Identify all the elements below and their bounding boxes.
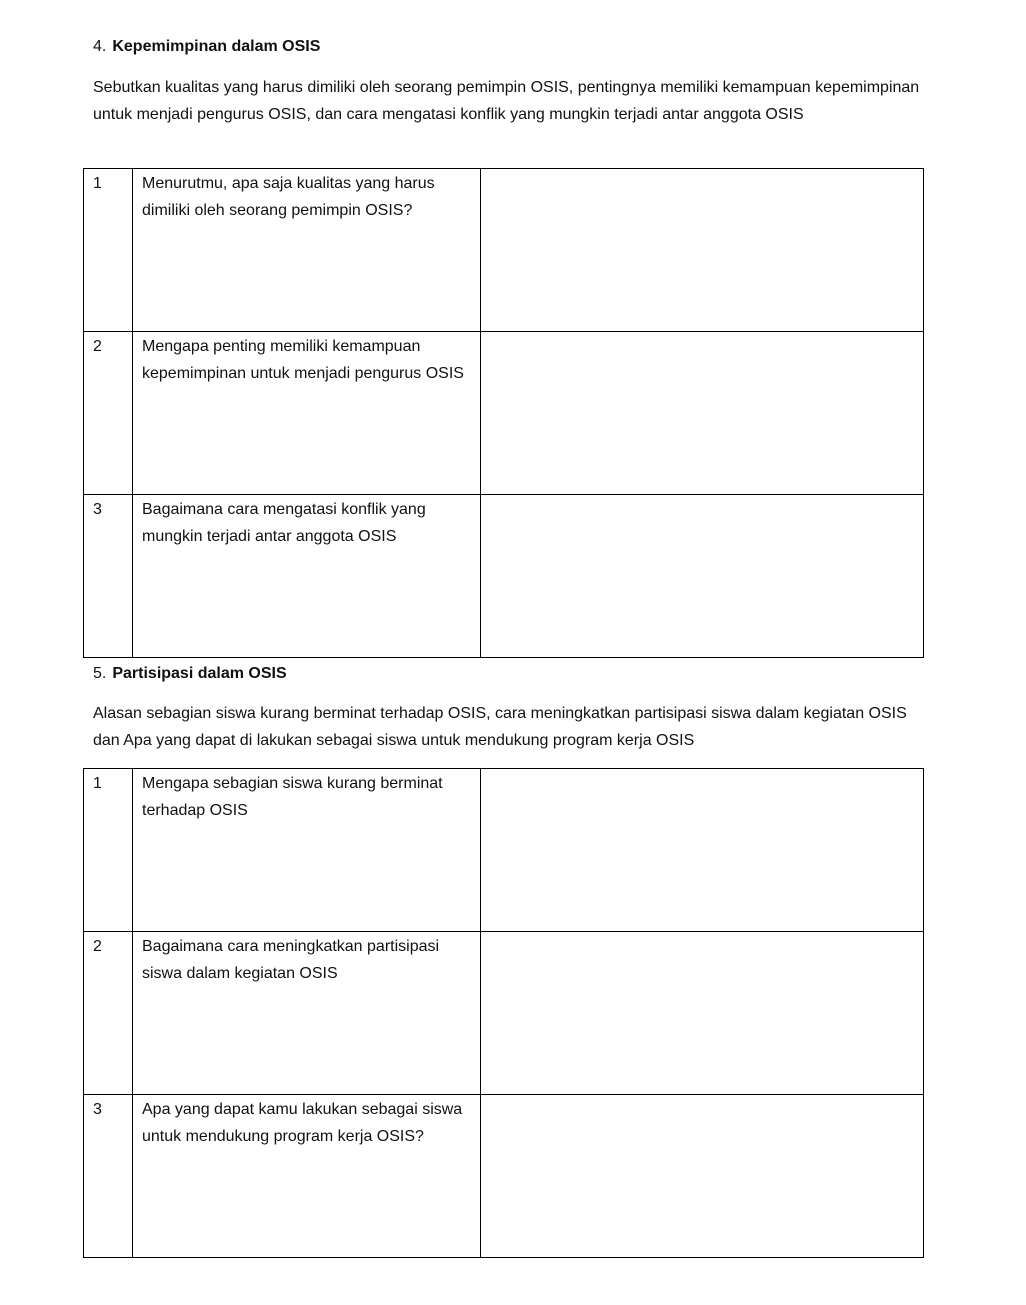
question-cell: Bagaimana cara mengatasi konflik yang mungkin terjadi antar anggota OSIS <box>133 495 481 658</box>
section-4-title: Kepemimpinan dalam OSIS <box>112 38 321 55</box>
answer-cell[interactable] <box>481 495 924 658</box>
section-4-table <box>83 168 924 658</box>
question-cell: Mengapa penting memiliki kemampuan kepemimpinan untuk menjadi pengurus OSIS <box>133 332 481 495</box>
table-row <box>84 169 924 332</box>
answer-cell[interactable] <box>481 769 924 932</box>
question-cell: Menurutmu, apa saja kualitas yang harus dimiliki oleh seorang pemimpin OSIS? <box>133 169 481 332</box>
table-row <box>84 1095 924 1258</box>
section-4-intro: Sebutkan kualitas yang harus dimiliki oleh seorang pemimpin OSIS, pentingnya memiliki kemampuan kepemimpinan untuk menjadi pengurus OSIS, dan cara mengatasi konflik yang mungkin terjadi antar anggota OSIS <box>93 79 920 123</box>
section-4-heading <box>93 37 320 57</box>
section-5-table <box>83 768 924 1258</box>
row-number: 2 <box>84 332 133 495</box>
row-number: 3 <box>84 495 133 658</box>
row-number: 3 <box>84 1095 133 1258</box>
answer-cell[interactable] <box>481 932 924 1095</box>
table-row <box>84 332 924 495</box>
question-cell: Bagaimana cara meningkatkan partisipasi siswa dalam kegiatan OSIS <box>133 932 481 1095</box>
section-5-heading <box>93 664 287 684</box>
question-cell: Apa yang dapat kamu lakukan sebagai siswa untuk mendukung program kerja OSIS? <box>133 1095 481 1258</box>
section-4-number: 4. <box>93 38 107 55</box>
question-cell: Mengapa sebagian siswa kurang berminat terhadap OSIS <box>133 769 481 932</box>
table-row <box>84 495 924 658</box>
section-5-number: 5. <box>93 665 107 682</box>
row-number: 1 <box>84 169 133 332</box>
row-number: 1 <box>84 769 133 932</box>
answer-cell[interactable] <box>481 169 924 332</box>
table-row <box>84 932 924 1095</box>
row-number: 2 <box>84 932 133 1095</box>
answer-cell[interactable] <box>481 1095 924 1258</box>
section-5-intro: Alasan sebagian siswa kurang berminat terhadap OSIS, cara meningkatkan partisipasi siswa dalam kegiatan OSIS dan Apa yang dapat di lakukan sebagai siswa untuk mendukung program kerja OSIS <box>93 705 907 749</box>
table-row <box>84 769 924 932</box>
answer-cell[interactable] <box>481 332 924 495</box>
section-5-title: Partisipasi dalam OSIS <box>112 665 287 682</box>
